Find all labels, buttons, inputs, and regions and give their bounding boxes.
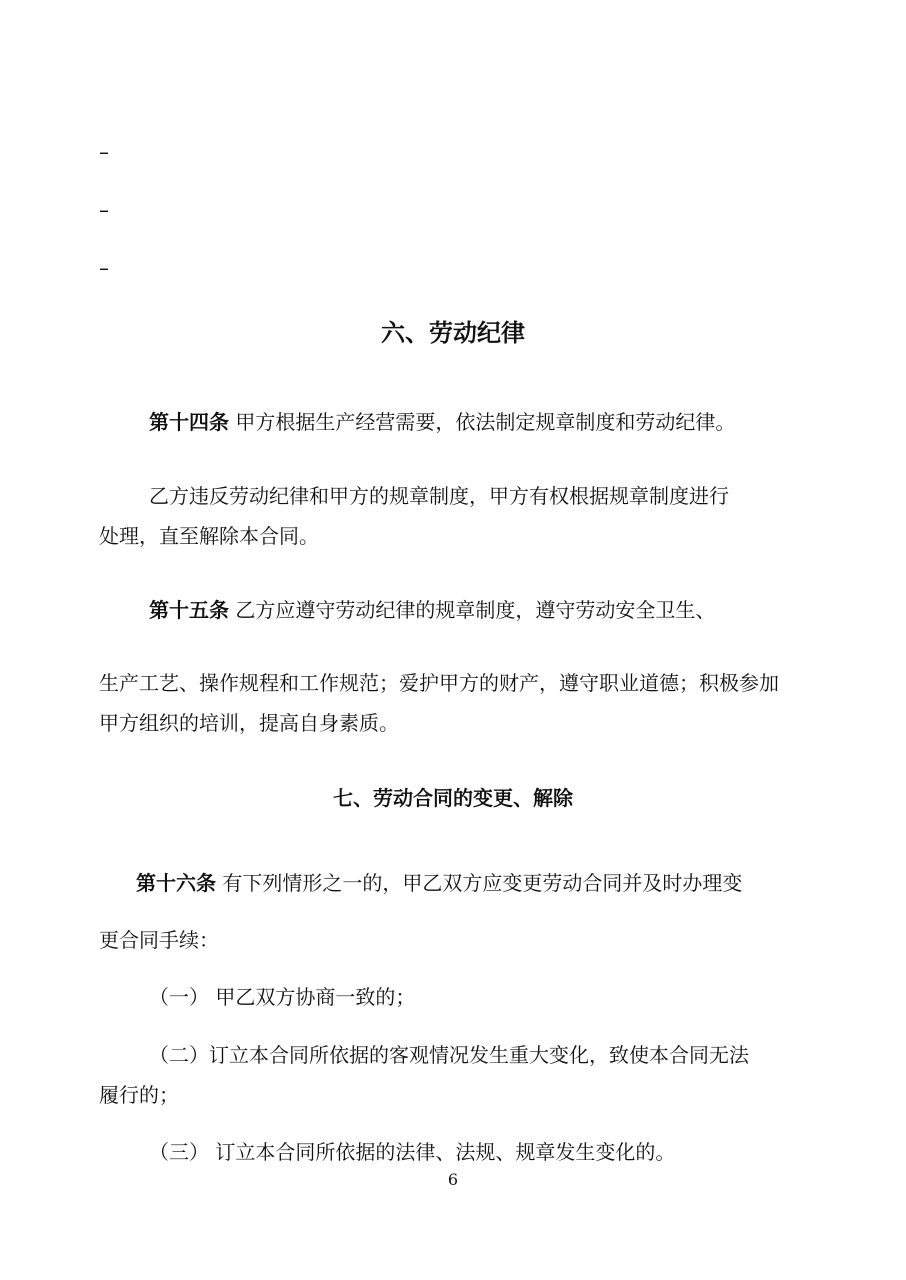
article-text: 乙方应遵守劳动纪律的规章制度，遵守劳动安全卫生、 xyxy=(235,598,716,622)
paragraph-line: 更合同手续： xyxy=(99,928,219,952)
list-item: （二）订立本合同所依据的客观情况发生重大变化，致使本合同无法 xyxy=(149,1043,749,1067)
list-item: （三） 订立本合同所依据的法律、法规、规章发生变化的。 xyxy=(149,1140,676,1164)
article-16-line xyxy=(136,869,742,897)
paragraph-line: 乙方违反劳动纪律和甲方的规章制度，甲方有权根据规章制度进行 xyxy=(149,484,729,508)
article-text: 有下列情形之一的，甲乙双方应变更劳动合同并及时办理变 xyxy=(222,871,743,895)
article-label: 第十五条 xyxy=(149,598,229,622)
article-label: 第十六条 xyxy=(136,871,216,895)
paragraph-line: 甲方组织的培训，提高自身素质。 xyxy=(99,711,399,735)
page-number: 6 xyxy=(447,1170,459,1189)
section-heading-labor-discipline: 六、劳动纪律 xyxy=(381,319,525,347)
article-label: 第十四条 xyxy=(149,410,229,434)
article-text: 甲方根据生产经营需要，依法制定规章制度和劳动纪律。 xyxy=(235,410,736,434)
article-15-line xyxy=(149,596,715,624)
article-14-line xyxy=(149,408,735,436)
paragraph-line: 生产工艺、操作规程和工作规范；爱护甲方的财产，遵守职业道德；积极参加 xyxy=(99,671,779,695)
paragraph-line: 处理，直至解除本合同。 xyxy=(99,524,319,548)
dash-mark: – xyxy=(99,256,109,280)
dash-mark: – xyxy=(99,198,109,222)
list-item-continuation: 履行的； xyxy=(99,1083,179,1107)
list-item: （一） 甲乙双方协商一致的； xyxy=(149,985,416,1009)
section-heading-contract-change: 七、劳动合同的变更、解除 xyxy=(333,786,573,810)
dash-mark: – xyxy=(99,140,109,164)
